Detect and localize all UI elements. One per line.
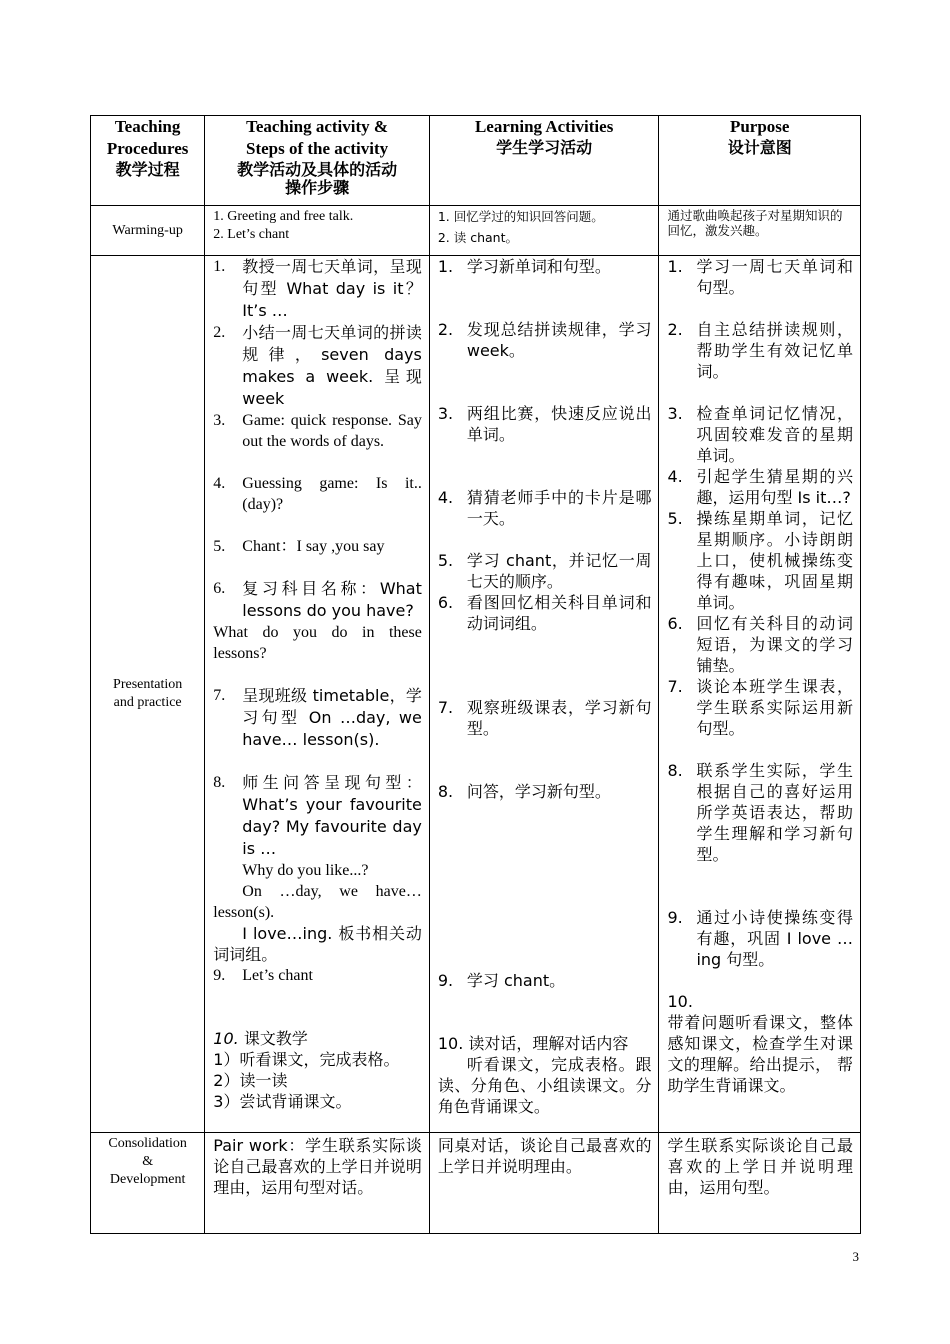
list-item: 9. 通过小诗使操练变得有趣，巩固 I love …ing 句型。 [667,908,853,969]
list-item: 6. 看图回忆相关科目单词和动词词组。 [437,593,652,633]
list-item: 6. 回忆有关科目的动词短语，为课文的学习铺垫。 [667,614,853,675]
consolidation-teaching-cell [205,1133,430,1234]
list-text: What do you do in these lessons? [213,624,422,662]
stage-label: Presentation [113,677,183,692]
list-text: 学习新单词和句型。 [466,257,611,276]
list-number: 2. [213,324,226,341]
list-item: 5. 操练星期单词，记忆星期顺序。小诗朗朗上口，使机械操练变得有趣味，巩固星期单词。 [667,509,853,612]
list-item [213,965,422,986]
list-text: 回忆有关科目的动词短语，为课文的学习铺垫。 [696,614,853,675]
list-item: 4. 猜猜老师手中的卡片是哪一天。 [437,488,652,528]
cell-text: 学生联系实际谈论自己最喜欢的上学日并说明理由，运用句型。 [667,1136,853,1197]
list-item [213,322,422,410]
list-item [213,473,422,515]
list-number: 8. [213,774,226,791]
list-item: 1. 回忆学过的知识回答问题。 [437,209,604,224]
list-item: 4. 引起学生猜星期的兴趣，运用句型 Is it…? [667,467,853,507]
list-item: 8. 联系学生实际，学生根据自己的喜好运用所学英语表达，帮助学生理解和学习新句型。 [667,761,853,864]
header-text: Purpose [729,117,790,136]
list-text: On …day, we have… lesson(s). [213,883,422,921]
stage-label: and practice [113,695,182,710]
consolidation-purpose-cell [659,1133,861,1234]
warming-teaching-cell [205,206,430,256]
header-purpose [659,116,861,206]
table-header-row [91,116,861,206]
list-item [213,685,422,751]
list-item: 2. Let’s chant [213,227,290,242]
cell-text: 同桌对话，谈论自己最喜欢的上学日并说明理由。 [437,1136,652,1176]
list-text: 2）读一读 [213,1071,288,1090]
presentation-learning-cell [429,256,659,1133]
list-text: 发现总结拼读规律，学习 week。 [466,320,652,360]
list-text: 学习 chant。 [466,971,566,990]
list-number: 9. [213,967,226,984]
list-text: 联系学生实际，学生根据自己的喜好运用所学英语表达，帮助学生理解和学习新句型。 [696,761,853,864]
list-text: 谈论本班学生课表，学生联系实际运用新句型。 [696,677,853,738]
list-item: 2. 读 chant。 [437,230,519,245]
presentation-teaching-cell [205,256,430,1133]
warming-learning-cell [429,206,659,256]
list-text: 10. 读对话，理解对话内容 [437,1034,629,1053]
list-item: 1. 学习一周七天单词和句型。 [667,257,853,297]
list-number: 6. [213,580,226,597]
list-text: 通过小诗使操练变得有趣，巩固 I love …ing 句型。 [696,908,853,969]
header-text: Teaching activity & [246,117,389,136]
header-text: Procedures [106,139,189,158]
stage-presentation [91,256,205,1133]
stage-label: Development [109,1172,186,1187]
list-item: 3. 两组比赛，快速反应说出单词。 [437,404,652,444]
list-text: 听看课文，完成表格。跟读、分角色、小组读课文。分角色背诵课文。 [437,1055,652,1116]
header-text: 学生学习活动 [496,138,593,157]
header-text: 教学活动及具体的活动 [237,160,398,179]
stage-warming-up: Warming-up [91,206,205,256]
list-text: 课文教学 [243,1029,308,1048]
list-text: 师生问答呈现句型：What’s your favourite day? My favourite day is … [242,773,422,858]
list-number: 5. [213,538,226,555]
list-item: 3. 检查单词记忆情况，巩固较难发音的星期单词。 [667,404,853,465]
header-teaching-activity [205,116,430,206]
list-item [213,536,422,557]
list-text: Why do you like...? [242,862,369,879]
lesson-plan-table [90,115,861,1234]
list-text: 3）尝试背诵课文。 [213,1092,352,1111]
list-item: 1. Greeting and free talk. [213,209,354,224]
list-text: 引起学生猜星期的兴趣，运用句型 Is it…? [696,467,853,507]
list-item [213,1028,422,1049]
list-text: 学习一周七天单词和句型。 [696,257,853,297]
header-text: Teaching [114,117,181,136]
header-text: Steps of the activity [246,139,389,158]
list-item: 2. 自主总结拼读规则，帮助学生有效记忆单词。 [667,320,853,381]
list-text: 问答，学习新句型。 [466,782,611,801]
list-text: 复习科目名称：What lessons do you have? [242,579,422,620]
list-number: 1. [213,258,226,275]
list-number: 3. [213,412,226,429]
consolidation-learning-cell [429,1133,659,1234]
table-row [91,256,861,1133]
list-item: 5. 学习 chant，并记忆一周七天的顺序。 [437,551,652,591]
list-text: I love…ing. 板书相关动词词组。 [213,924,422,964]
table-row [91,206,861,256]
stage-consolidation [91,1133,205,1234]
list-item [213,410,422,452]
purpose-text: 通过歌曲唤起孩子对星期知识的回忆，激发兴趣。 [667,208,843,238]
list-text: 检查单词记忆情况，巩固较难发音的星期单词。 [696,404,853,465]
list-item: 7. 谈论本班学生课表，学生联系实际运用新句型。 [667,677,853,738]
list-text: 观察班级课表，学习新句型。 [466,698,652,738]
list-text: 教授一周七天单词，呈现句型 What day is it？ It’s … [242,257,422,320]
stage-label: Consolidation [108,1136,187,1151]
list-item: 1. 学习新单词和句型。 [437,257,611,276]
list-text: 呈现班级 timetable，学习句型 On …day, we have… lesson(s). [242,686,422,749]
list-text: Game: quick response. Say out the words of days. [242,412,422,450]
header-text: Learning Activities [474,117,614,136]
page-number: 3 [852,1249,859,1264]
header-text: 教学过程 [115,160,180,179]
table-row [91,1133,861,1234]
list-text: Let’s chant [242,967,313,984]
list-text: 学习 chant，并记忆一周七天的顺序。 [466,551,652,591]
list-item [213,256,422,322]
header-text: 操作步骤 [285,178,350,197]
header-text: 设计意图 [727,138,792,157]
warming-purpose-cell [659,206,861,256]
list-text: Chant：I say ,you say [242,538,385,555]
list-number: 7. [213,687,226,704]
list-number: 10. [667,992,693,1011]
presentation-purpose-cell [659,256,861,1133]
list-number: 10. [213,1029,239,1048]
list-text: 两组比赛，快速反应说出单词。 [466,404,652,444]
list-item: 8. 问答，学习新句型。 [437,782,611,801]
list-item: 2. 发现总结拼读规律，学习 week。 [437,320,652,360]
header-learning-activities [429,116,659,206]
list-number: 4. [213,475,226,492]
list-item [213,578,422,622]
list-text: 1）听看课文，完成表格。 [213,1050,400,1069]
list-item: 9. 学习 chant。 [437,971,566,990]
list-text: 猜猜老师手中的卡片是哪一天。 [466,488,652,528]
list-text: 小结一周七天单词的拼读规律，seven days makes a week. 呈现 week [242,323,422,408]
list-text: 自主总结拼读规则，帮助学生有效记忆单词。 [696,320,853,381]
cell-text: Pair work：学生联系实际谈论自己最喜欢的上学日并说明理由，运用句型对话。 [213,1136,422,1197]
stage-label: & [142,1154,154,1169]
list-text: 看图回忆相关科目单词和动词词组。 [466,593,652,633]
list-text: 带着问题听看课文，整体感知课文，检查学生对课文的理解。给出提示， 帮助学生背诵课文。 [667,1013,853,1095]
header-procedures [91,116,205,206]
list-item: 7. 观察班级课表，学习新句型。 [437,698,652,738]
list-text: Guessing game: Is it..(day)? [242,475,422,513]
list-text: 操练星期单词，记忆星期顺序。小诗朗朗上口，使机械操练变得有趣味，巩固星期单词。 [696,509,853,612]
list-item [213,772,422,860]
